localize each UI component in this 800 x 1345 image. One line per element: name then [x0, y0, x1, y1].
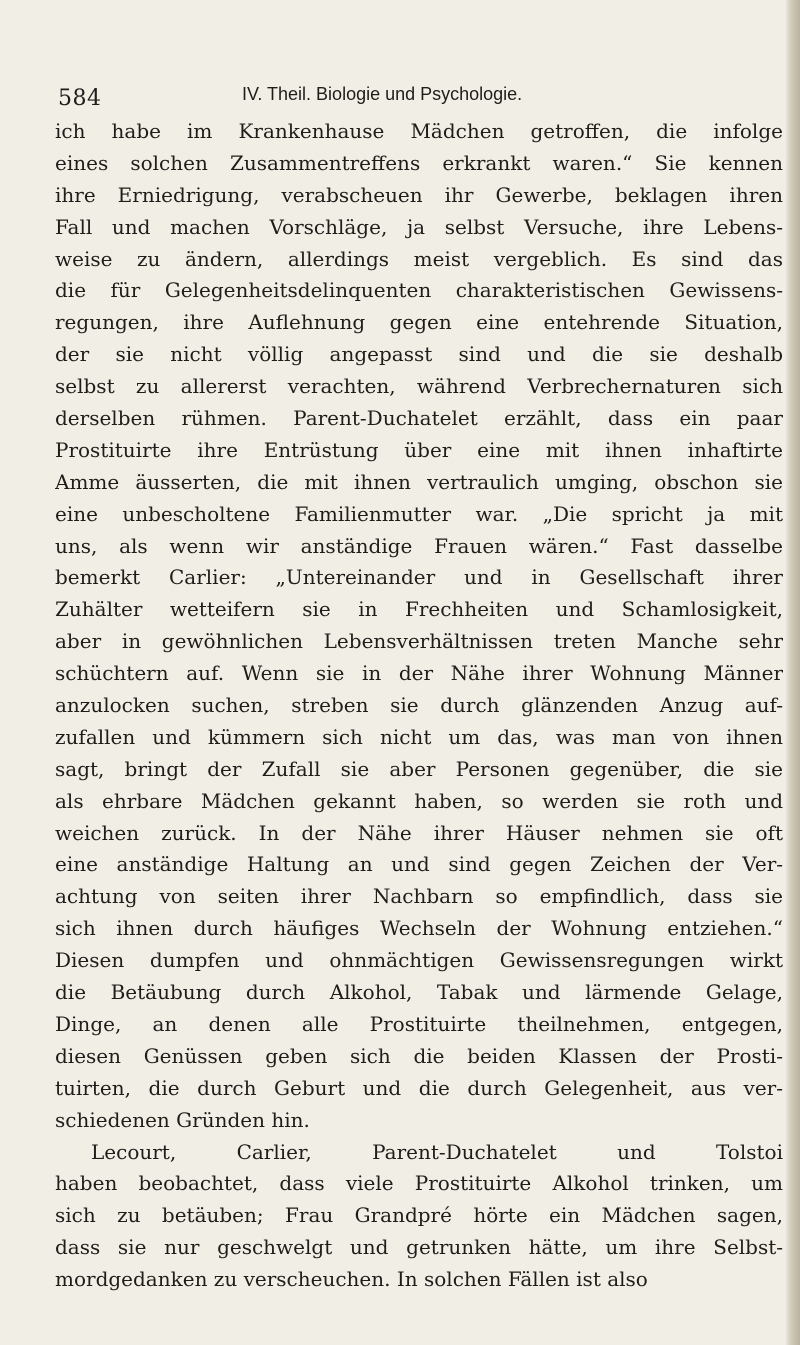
text-line: tuirten, die durch Geburt und die durch Gelegenheit, aus ver- [55, 1075, 783, 1100]
text-line: regungen, ihre Auflehnung gegen eine entehrende Situation, [55, 310, 783, 335]
text-line: eines solchen Zusammentreffens erkrankt waren.“ Sie kennen [55, 150, 783, 175]
text-line: zufallen und kümmern sich nicht um das, was man von ihnen [55, 724, 783, 749]
text-line: Diesen dumpfen und ohnmächtigen Gewissensregungen wirkt [55, 948, 783, 973]
text-line: diesen Genüssen geben sich die beiden Klassen der Prosti- [55, 1043, 783, 1068]
text-line: als ehrbare Mädchen gekannt haben, so werden sie roth und [55, 788, 783, 813]
text-line: bemerkt Carlier: „Untereinander und in Gesellschaft ihrer [55, 565, 783, 590]
text-line: ich habe im Krankenhause Mädchen getroffen, die infolge [55, 119, 783, 143]
text-line: sagt, bringt der Zufall sie aber Personen gegenüber, die sie [55, 756, 783, 781]
text-line: der sie nicht völlig angepasst sind und die sie deshalb [55, 342, 783, 367]
text-line: die für Gelegenheitsdelinquenten charakteristischen Gewissens- [55, 278, 783, 303]
running-head-title: IV. Theil. Biologie und Psychologie. [242, 84, 523, 104]
text-line: Fall und machen Vorschläge, ja selbst Versuche, ihre Lebens- [55, 214, 783, 239]
text-line: mordgedanken zu verscheuchen. In solchen Fällen ist also [55, 1267, 648, 1292]
text-line: achtung von seiten ihrer Nachbarn so empfindlich, dass sie [55, 884, 783, 909]
text-line: haben beobachtet, dass viele Prostituirte Alkohol trinken, um [55, 1171, 783, 1196]
page-edge [786, 0, 800, 1345]
text-line: schiedenen Gründen hin. [55, 1107, 310, 1132]
text-line: eine unbescholtene Familienmutter war. „Die spricht ja mit [55, 501, 783, 526]
text-line: schüchtern auf. Wenn sie in der Nähe ihrer Wohnung Männer [55, 661, 783, 686]
text-line: sich zu betäuben; Frau Grandpré hörte ein Mädchen sagen, [55, 1203, 783, 1228]
text-line: Amme äusserten, die mit ihnen vertraulich umging, obschon sie [55, 469, 783, 494]
text-line: Zuhälter wetteifern sie in Frechheiten und Schamlosigkeit, [55, 597, 783, 622]
text-line: selbst zu allererst verachten, während Verbrechernaturen sich [55, 374, 783, 399]
page-number: 584 [58, 86, 102, 111]
text-line: dass sie nur geschwelgt und getrunken hätte, um ihre Selbst- [55, 1235, 783, 1260]
text-line: sich ihnen durch häufiges Wechseln der Wohnung entziehen.“ [55, 916, 783, 941]
text-line: Dinge, an denen alle Prostituirte theilnehmen, entgegen, [55, 1011, 783, 1036]
text-line: Lecourt, Carlier, Parent-Duchatelet und Tolstoi [91, 1139, 783, 1164]
text-line: derselben rühmen. Parent-Duchatelet erzählt, dass ein paar [55, 406, 783, 431]
text-line: uns, als wenn wir anständige Frauen wären.“ Fast dasselbe [55, 533, 783, 558]
text-line: Prostituirte ihre Entrüstung über eine mit ihnen inhaftirte [55, 437, 783, 462]
body-text [55, 116, 783, 1296]
text-line: aber in gewöhnlichen Lebensverhältnissen treten Manche sehr [55, 629, 783, 654]
text-line: die Betäubung durch Alkohol, Tabak und lärmende Gelage, [55, 980, 783, 1005]
text-line: ihre Erniedrigung, verabscheuen ihr Gewerbe, beklagen ihren [55, 182, 783, 207]
text-line: weise zu ändern, allerdings meist vergeblich. Es sind das [55, 246, 783, 271]
text-line: anzulocken suchen, streben sie durch glänzenden Anzug auf- [55, 693, 783, 718]
running-head [58, 84, 778, 114]
text-line: weichen zurück. In der Nähe ihrer Häuser nehmen sie oft [55, 820, 783, 845]
text-line: eine anständige Haltung an und sind gegen Zeichen der Ver- [55, 852, 783, 877]
